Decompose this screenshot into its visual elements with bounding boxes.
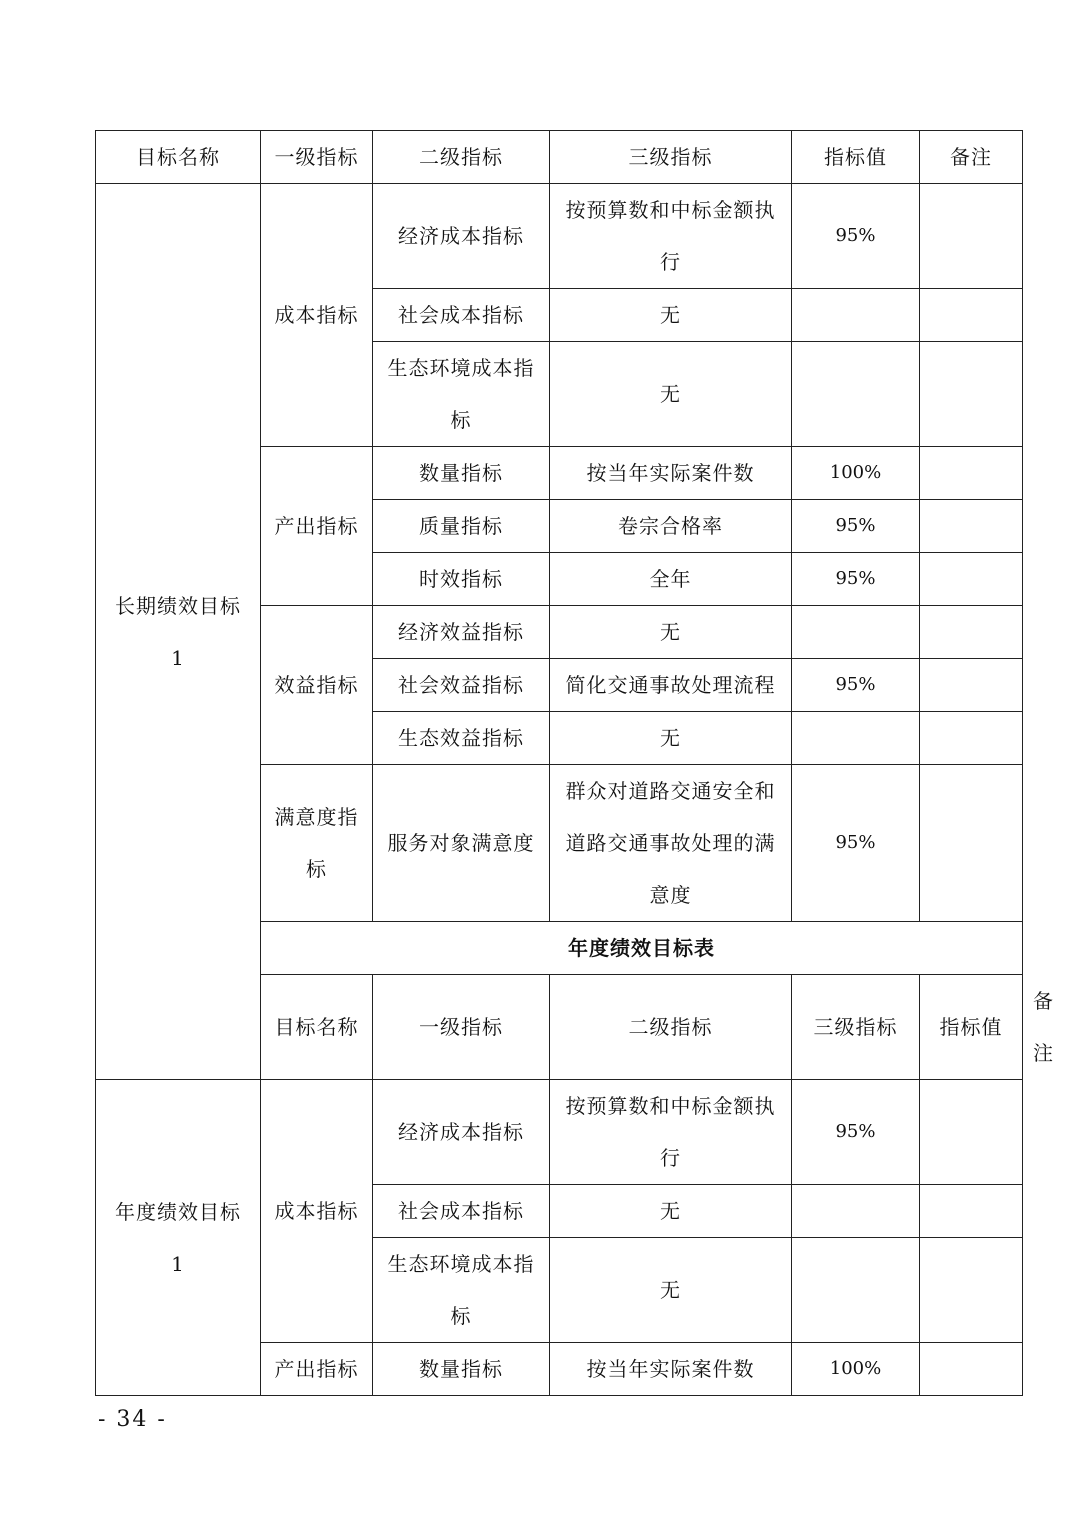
remark-cell xyxy=(920,500,1023,553)
level1-satisfaction: 满意度指标 xyxy=(261,765,373,922)
indicator-value xyxy=(792,342,920,447)
level2-name: 生态环境成本指标 xyxy=(373,342,550,447)
level2-name: 生态效益指标 xyxy=(373,712,550,765)
header-level1: 一级指标 xyxy=(373,975,550,1080)
header-level1: 一级指标 xyxy=(261,131,373,184)
remark-cell xyxy=(920,553,1023,606)
table-row xyxy=(96,184,1023,289)
level2-name: 数量指标 xyxy=(373,447,550,500)
remark-cell xyxy=(920,712,1023,765)
remark-cell xyxy=(920,1343,1023,1396)
level1-cost: 成本指标 xyxy=(261,1080,373,1343)
indicator-value xyxy=(792,289,920,342)
level3-detail: 按当年实际案件数 xyxy=(550,447,792,500)
level3-detail: 按当年实际案件数 xyxy=(550,1343,792,1396)
annual-table-title: 年度绩效目标表 xyxy=(261,922,1023,975)
header-goal-name: 目标名称 xyxy=(96,131,261,184)
level3-detail: 按预算数和中标金额执行 xyxy=(550,1080,792,1185)
remark-cell xyxy=(920,606,1023,659)
header-row xyxy=(96,131,1023,184)
remark-cell xyxy=(920,342,1023,447)
level2-name: 经济效益指标 xyxy=(373,606,550,659)
remark-cell xyxy=(920,765,1023,922)
level2-name: 经济成本指标 xyxy=(373,184,550,289)
header-level3: 三级指标 xyxy=(792,975,920,1080)
indicator-value xyxy=(792,606,920,659)
indicator-value: 95% xyxy=(792,184,920,289)
long-term-goal: 长期绩效目标 1 xyxy=(96,184,261,1080)
level1-cost: 成本指标 xyxy=(261,184,373,447)
table-row xyxy=(96,1080,1023,1185)
annual-goal: 年度绩效目标 1 xyxy=(96,1080,261,1396)
remark-cell xyxy=(920,447,1023,500)
level2-name: 社会效益指标 xyxy=(373,659,550,712)
header-level2: 二级指标 xyxy=(373,131,550,184)
level2-name: 服务对象满意度 xyxy=(373,765,550,922)
indicator-value: 95% xyxy=(792,1080,920,1185)
level1-output: 产出指标 xyxy=(261,1343,373,1396)
header-row: 目标名称 一级指标 二级指标 三级指标 指标值 备注 xyxy=(96,975,1023,1080)
level1-benefit: 效益指标 xyxy=(261,606,373,765)
remark-cell xyxy=(920,1238,1023,1343)
level2-name: 经济成本指标 xyxy=(373,1080,550,1185)
indicator-value: 100% xyxy=(792,447,920,500)
level3-detail: 无 xyxy=(550,289,792,342)
remark-cell xyxy=(920,1080,1023,1185)
remark-cell xyxy=(920,1185,1023,1238)
remark-cell xyxy=(920,659,1023,712)
level3-detail: 无 xyxy=(550,1238,792,1343)
level2-name: 社会成本指标 xyxy=(373,1185,550,1238)
level3-detail: 简化交通事故处理流程 xyxy=(550,659,792,712)
level2-name: 社会成本指标 xyxy=(373,289,550,342)
level3-detail: 全年 xyxy=(550,553,792,606)
level3-detail: 无 xyxy=(550,342,792,447)
indicator-value: 100% xyxy=(792,1343,920,1396)
level2-name: 生态环境成本指标 xyxy=(373,1238,550,1343)
level3-detail: 群众对道路交通安全和道路交通事故处理的满意度 xyxy=(550,765,792,922)
level3-detail: 无 xyxy=(550,712,792,765)
indicator-value xyxy=(792,1238,920,1343)
indicator-value: 95% xyxy=(792,765,920,922)
level3-detail: 无 xyxy=(550,1185,792,1238)
header-level3: 三级指标 xyxy=(550,131,792,184)
header-value: 指标值 xyxy=(792,131,920,184)
level3-detail: 卷宗合格率 xyxy=(550,500,792,553)
indicator-value: 95% xyxy=(792,500,920,553)
indicator-value xyxy=(792,1185,920,1238)
level2-name: 时效指标 xyxy=(373,553,550,606)
header-goal-name: 目标名称 xyxy=(261,975,373,1080)
remark-cell xyxy=(920,289,1023,342)
level2-name: 质量指标 xyxy=(373,500,550,553)
remark-cell xyxy=(920,184,1023,289)
level3-detail: 按预算数和中标金额执行 xyxy=(550,184,792,289)
level2-name: 数量指标 xyxy=(373,1343,550,1396)
header-remark: 备注 xyxy=(920,131,1023,184)
indicator-value: 95% xyxy=(792,659,920,712)
level1-output: 产出指标 xyxy=(261,447,373,606)
header-level2: 二级指标 xyxy=(550,975,792,1080)
level3-detail: 无 xyxy=(550,606,792,659)
page-number: - 34 - xyxy=(98,1407,167,1432)
indicator-value xyxy=(792,712,920,765)
performance-table xyxy=(95,130,1054,1396)
indicator-value: 95% xyxy=(792,553,920,606)
header-value: 指标值 xyxy=(920,975,1023,1080)
